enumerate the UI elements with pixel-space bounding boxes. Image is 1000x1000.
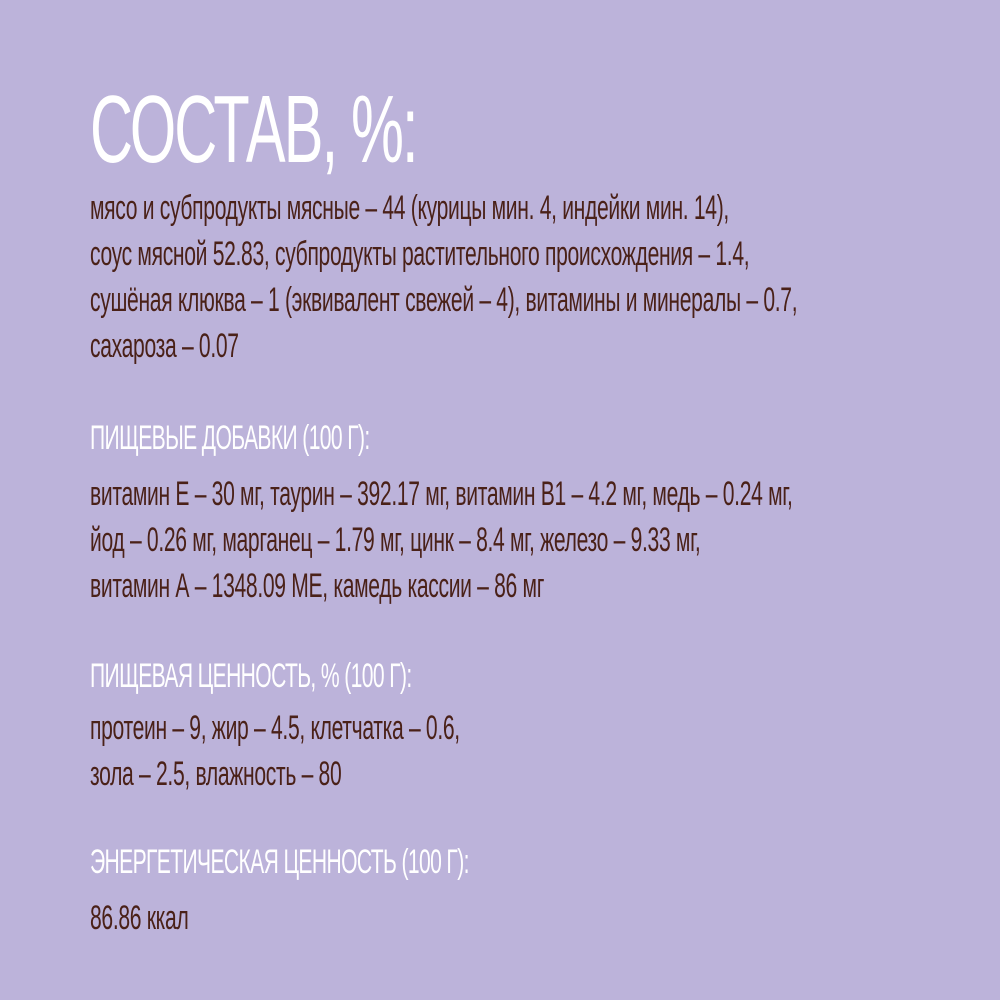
additives-line-1: витамин Е – 30 мг, таурин – 392.17 мг, витамин В1 – 4.2 мг, медь – 0.24 мг, <box>90 475 793 513</box>
nutrition-heading: ПИЩЕВАЯ ЦЕННОСТЬ, % (100 Г): <box>90 657 412 695</box>
additives-line-2: йод – 0.26 мг, марганец – 1.79 мг, цинк – 8.4 мг, железо – 9.33 мг, <box>90 521 701 559</box>
nutrition-line-1: протеин – 9, жир – 4.5, клетчатка – 0.6, <box>90 709 460 747</box>
additives-heading: ПИЩЕВЫЕ ДОБАВКИ (100 Г): <box>90 419 370 457</box>
composition-title: СОСТАВ, %: <box>90 76 417 183</box>
energy-line-1: 86.86 ккал <box>90 899 189 937</box>
composition-line-3: сушёная клюква – 1 (эквивалент свежей – 4), витамины и минералы – 0.7, <box>90 281 798 319</box>
energy-heading: ЭНЕРГЕТИЧЕСКАЯ ЦЕННОСТЬ (100 Г): <box>90 843 469 881</box>
composition-line-1: мясо и субпродукты мясные – 44 (курицы мин. 4, индейки мин. 14), <box>90 189 729 227</box>
nutrition-line-2: зола – 2.5, влажность – 80 <box>90 755 342 793</box>
composition-line-2: соус мясной 52.83, субпродукты растительного происхождения – 1.4, <box>90 235 750 273</box>
additives-line-3: витамин А – 1348.09 МЕ, камедь кассии – 86 мг <box>90 567 545 605</box>
composition-line-4: сахароза – 0.07 <box>90 327 239 365</box>
